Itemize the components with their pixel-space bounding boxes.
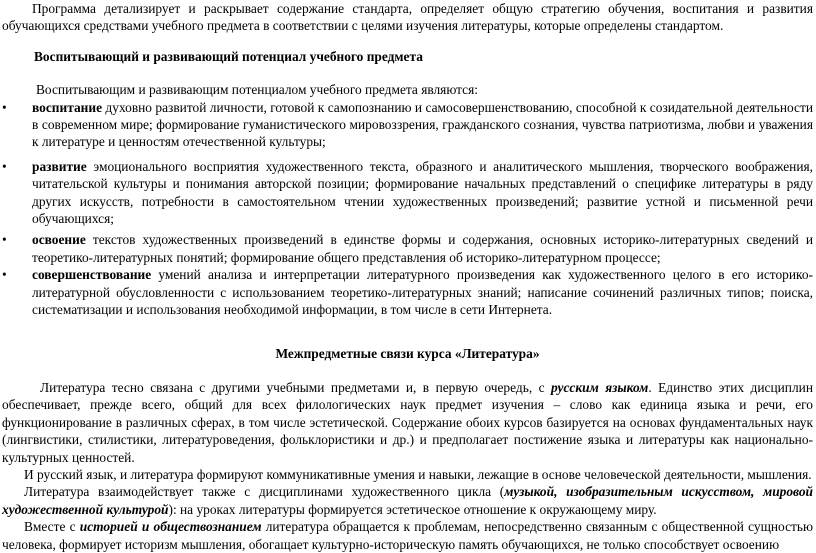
list-item bbox=[2, 99, 813, 151]
intro-paragraph: Программа детализирует и раскрывает содержание стандарта, определяет общую стратегию обучения, воспитания и развития обучающихся средствами учебного предмета в соответствии с целями изучения литературы, которые определены стандартом. bbox=[2, 1, 813, 34]
list-item-text: эмоционального восприятия художественного текста, образного и аналитического мышления, творческого воображения, читательской культуры и понимания авторской позиции; формирование начальных представлений о специфике литературы в ряду других искусств, потребности в самостоятельном чтении художественных произведений; развитие устной и письменной речи обучающихся; bbox=[32, 158, 813, 227]
emphasis-russian-language: русским языком bbox=[551, 379, 649, 395]
list-item-text: текстов художественных произведений в единстве формы и содержания, основных историко-литературных сведений и теоретико-литературных понятий; формирование общего представления об историко-литературном процессе; bbox=[32, 232, 813, 265]
paragraph-text: . Единство этих дисциплин обеспечивает, прежде всего, общий для всех филологических наук предмет изучения – слово как единица языка и речи, его функционирование в различных сферах, в том числе эстетической. Содержание обоих курсов базируется на основах фундаментальных наук (лингвистики, стилистики, литературоведения, фольклористики и др.) и предполагает постижение языка и литературы как национально-культурных ценностей. bbox=[2, 379, 813, 465]
paragraph-text: Вместе с bbox=[24, 519, 80, 535]
paragraph-communication: И русский язык, и литература формируют коммуникативные умения и навыки, лежащие в основе человеческой деятельности, мышления. bbox=[24, 466, 812, 482]
list-item-term: воспитание bbox=[32, 99, 103, 115]
list-item bbox=[2, 158, 813, 228]
list-item-term: освоение bbox=[32, 232, 86, 248]
section-lead: Воспитывающим и развивающим потенциалом учебного предмета являются: bbox=[36, 82, 479, 98]
section-heading-interdisciplinary: Межпредметные связи курса «Литература» bbox=[275, 345, 540, 361]
list-item-term: совершенствование bbox=[32, 267, 152, 283]
list-item bbox=[2, 231, 813, 266]
paragraph-text: Литература тесно связана с другими учебными предметами и, в первую очередь, с bbox=[40, 379, 552, 395]
bullet-icon: • bbox=[2, 158, 7, 174]
section-heading-potential: Воспитывающий и развивающий потенциал учебного предмета bbox=[34, 48, 423, 64]
paragraph-text: литература обращается к проблемам, непосредственно связанным с общественной сущностью человека, формирует историзм мышления, обогащает культурно-историческую память обучающихся, не только способствует освоению bbox=[2, 519, 813, 552]
emphasis-art-subjects: музыкой, изобразительным искусством, мировой художественной культурой bbox=[2, 484, 813, 517]
paragraph-history bbox=[2, 518, 813, 553]
paragraph-text: Литература взаимодействует также с дисциплинами художественного цикла ( bbox=[24, 484, 505, 500]
bullet-icon: • bbox=[2, 99, 7, 115]
bullet-icon: • bbox=[2, 267, 7, 283]
list-item-text: умений анализа и интерпретации литературного произведения как художественного целого в его историко-литературной обусловленности с использованием теоретико-литературных знаний; написание сочинений различных типов; поиска, систематизации и использования необходимой информации, в том числе в сети Интернета. bbox=[32, 267, 813, 318]
bullet-icon: • bbox=[2, 232, 7, 248]
list-item bbox=[2, 266, 813, 318]
goals-list bbox=[2, 99, 813, 319]
list-item-text: духовно развитой личности, готовой к самопознанию и самосовершенствованию, способной к созидательной деятельности в современном мире; формирование гуманистического мировоззрения, гражданского сознания, чувства патриотизма, любви и уважения к литературе и ценностям отечественной культуры; bbox=[32, 99, 813, 150]
list-item-term: развитие bbox=[32, 158, 87, 174]
paragraph-text: ): на уроках литературы формируется эстетическое отношение к окружающему миру. bbox=[168, 501, 657, 517]
emphasis-history: историей и обществознанием bbox=[79, 519, 262, 535]
paragraph-russian-language bbox=[2, 379, 813, 466]
